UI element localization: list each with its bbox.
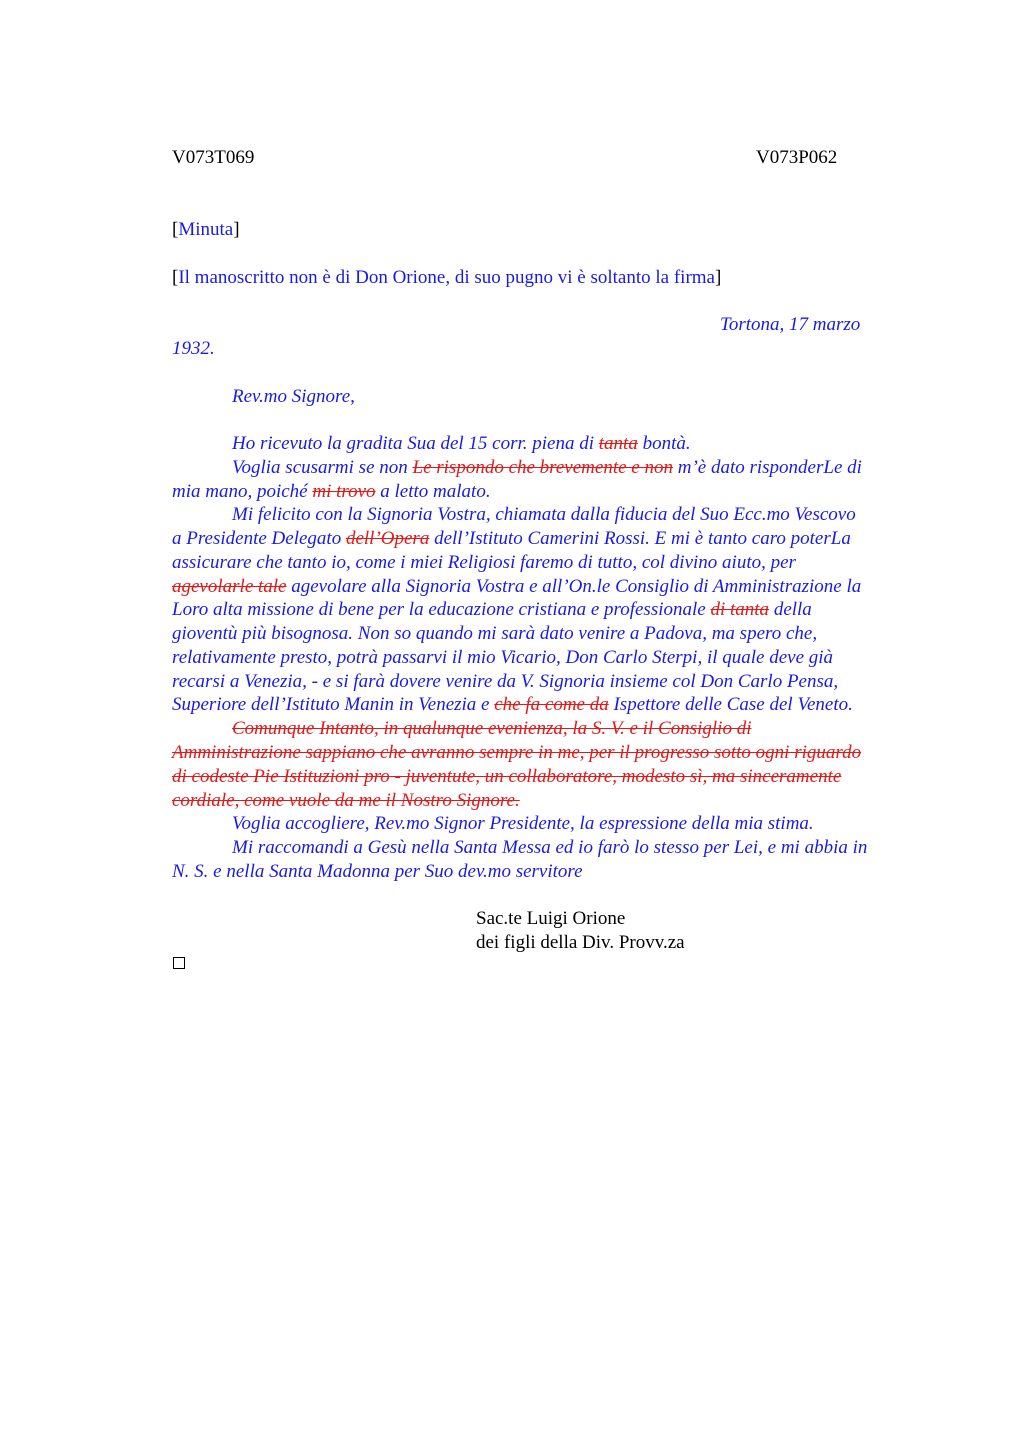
text-segment: mia mano, poiché — [172, 481, 313, 502]
paragraph-3-line-5 — [172, 598, 812, 622]
paragraph-2-line-2 — [172, 480, 491, 504]
text-segment: a letto malato. — [375, 481, 491, 502]
deleted-text: tanta — [598, 433, 638, 454]
deleted-text: mi trovo — [312, 481, 376, 502]
deleted-paragraph-line-2: Amministrazione sappiano che avranno sempre in me, per il progresso sotto ogni riguardo — [172, 742, 862, 763]
header-left-code: V073T069 — [172, 147, 255, 168]
text-segment: Ispettore delle Case del Veneto. — [608, 694, 853, 715]
paragraph-6-line-1: Mi raccomandi a Gesù nella Santa Messa ed io farò lo stesso per Lei, e mi abbia in — [232, 837, 868, 858]
date-line: Tortona, 17 marzo — [720, 314, 861, 335]
text-segment: Loro alta missione di bene per la educazione cristiana e professionale — [172, 599, 711, 620]
paragraph-3-line-8: recarsi a Venezia, - e si farà dovere venire da V. Signoria insieme col Don Carlo Pensa, — [172, 671, 839, 692]
deleted-text: di tanta — [710, 599, 770, 620]
signature-title: dei figli della Div. Provv.za — [476, 932, 685, 953]
date-year: 1932. — [172, 338, 215, 359]
text-segment: a Presidente Delegato — [172, 528, 346, 549]
deleted-text: che fa come da — [494, 694, 609, 715]
signature-name: Sac.te Luigi Orione — [476, 908, 626, 929]
text-segment: bontà. — [637, 433, 691, 454]
minuta-label: Minuta — [178, 219, 234, 240]
square-box-icon — [173, 957, 185, 969]
deleted-paragraph-line-3: di codeste Pie Istituzioni pro - juventute, un collaboratore, modesto sì, ma sinceramente — [172, 766, 842, 787]
deleted-text: agevolarle tale — [172, 576, 287, 597]
text-segment: Voglia scusarmi se non — [232, 457, 413, 478]
deleted-paragraph-line-1: Comunque Intanto, in qualunque evenienza, la S. V. e il Consiglio di — [232, 718, 752, 739]
text-segment: Superiore dell’Istituto Manin in Venezia e — [172, 694, 495, 715]
paragraph-3-line-7: relativamente presto, potrà passarvi il mio Vicario, Don Carlo Sterpi, il quale deve già — [172, 647, 834, 668]
minuta-note: [Minuta] — [172, 219, 240, 240]
text-segment: Ho ricevuto la gradita Sua del 15 corr. piena di — [232, 433, 599, 454]
paragraph-3-line-4 — [172, 575, 861, 599]
text-segment: m’è dato risponderLe di — [672, 457, 862, 478]
deleted-text: Le rispondo che brevemente e non — [412, 457, 673, 478]
paragraph-3-line-3: assicurare che tanto io, come i miei Religiosi faremo di tutto, col divino aiuto, per — [172, 552, 796, 573]
text-segment: della — [769, 599, 812, 620]
paragraph-3-line-1: Mi felicito con la Signoria Vostra, chiamata dalla fiducia del Suo Ecc.mo Vescovo — [232, 504, 856, 525]
deleted-text: dell’Opera — [345, 528, 430, 549]
text-segment: dell’Istituto Camerini Rossi. E mi è tanto caro poterLa — [429, 528, 851, 549]
paragraph-6-line-2: N. S. e nella Santa Madonna per Suo dev.mo servitore — [172, 861, 583, 882]
paragraph-1 — [232, 432, 691, 456]
deleted-paragraph-line-4: cordiale, come vuole da me il Nostro Signore. — [172, 790, 520, 811]
header-right-code: V073P062 — [756, 147, 838, 168]
paragraph-3-line-2 — [172, 527, 851, 551]
manuscript-note: [Il manoscritto non è di Don Orione, di suo pugno vi è soltanto la firma] — [172, 267, 722, 288]
paragraph-5: Voglia accogliere, Rev.mo Signor Presidente, la espressione della mia stima. — [232, 813, 814, 834]
paragraph-2-line-1 — [232, 456, 862, 480]
paragraph-3-line-9 — [172, 693, 853, 717]
manuscript-note-text: Il manoscritto non è di Don Orione, di suo pugno vi è soltanto la firma — [178, 267, 715, 288]
paragraph-3-line-6: gioventù più bisognosa. Non so quando mi sarà dato venire a Padova, ma spero che, — [172, 623, 818, 644]
salutation: Rev.mo Signore, — [232, 386, 355, 407]
text-segment: agevolare alla Signoria Vostra e all’On.le Consiglio di Amministrazione la — [286, 576, 862, 597]
